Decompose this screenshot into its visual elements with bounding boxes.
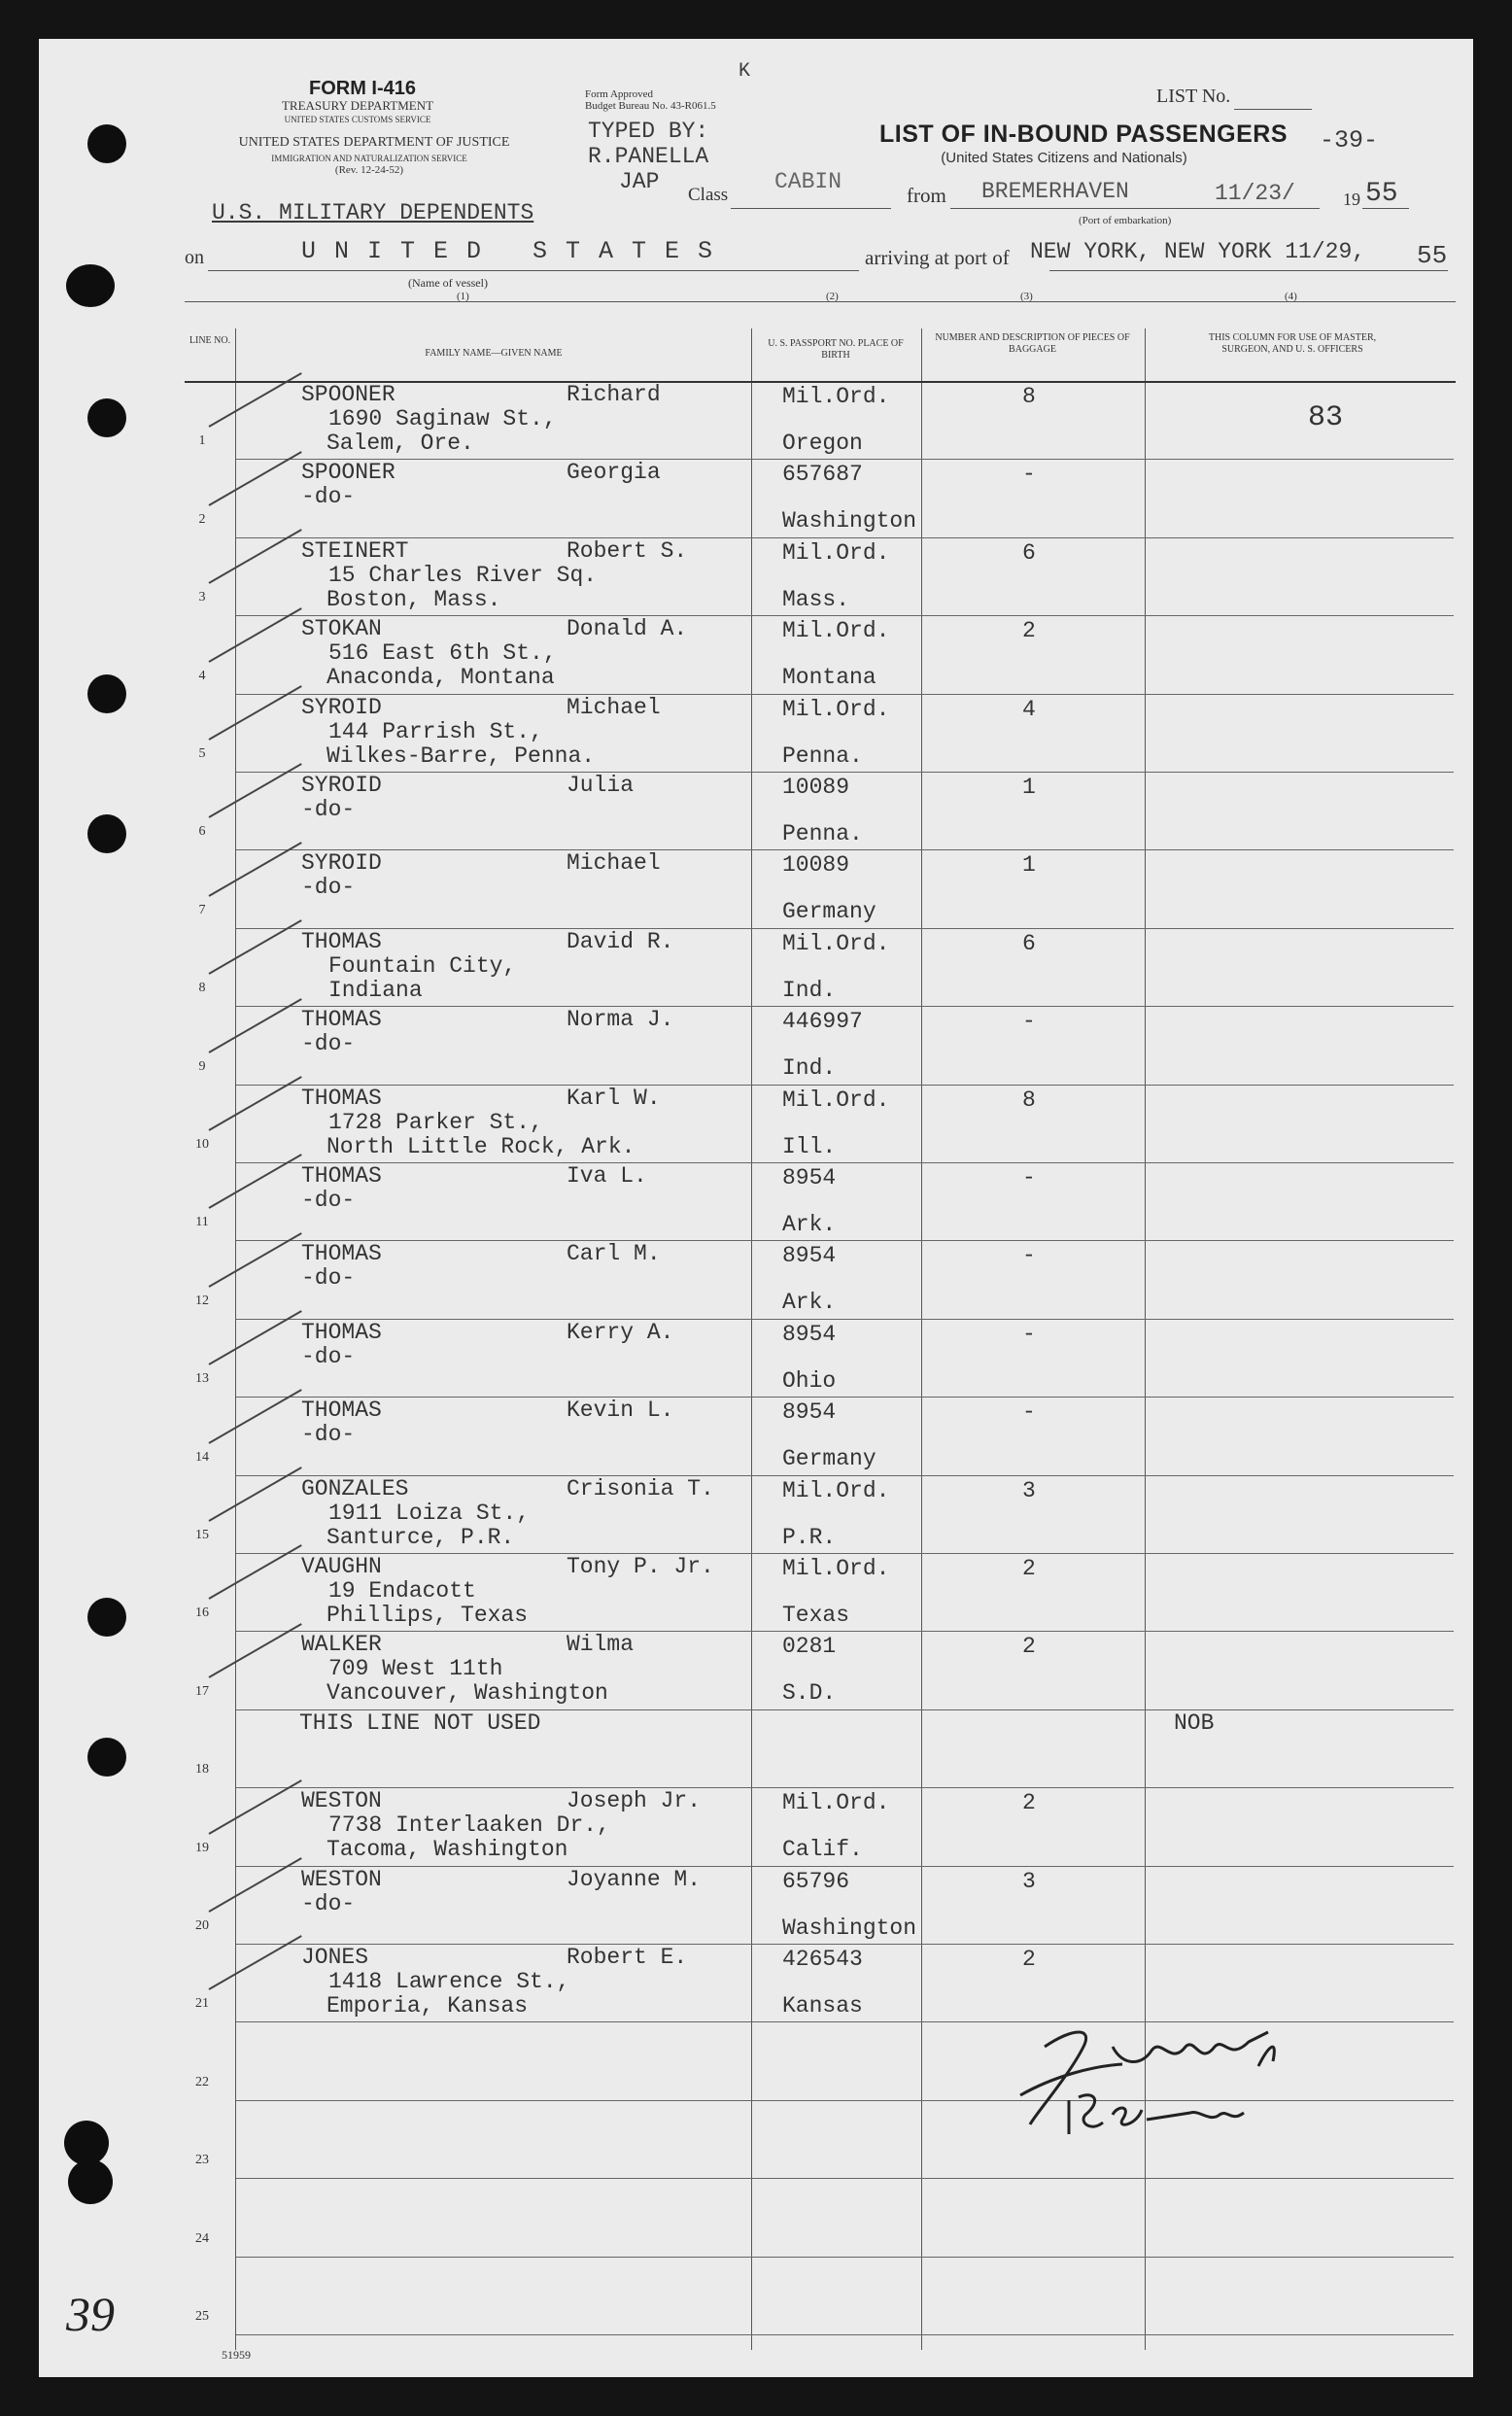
passport-number: Mil.Ord. xyxy=(782,696,890,722)
row-rule xyxy=(236,1553,1454,1554)
row-number: 11 xyxy=(195,1215,209,1230)
port-arrival: NEW YORK, NEW YORK 11/29, xyxy=(1030,239,1366,264)
given-name: Norma J. xyxy=(567,1007,674,1033)
row-number: 13 xyxy=(195,1371,209,1387)
given-name: Tony P. Jr. xyxy=(567,1554,714,1579)
address-line-1: 1418 Lawrence St., xyxy=(328,1969,570,1994)
family-name: THOMAS xyxy=(301,928,382,954)
form-revision: (Rev. 12-24-52) xyxy=(334,164,404,176)
baggage-count: 2 xyxy=(1022,1947,1036,1972)
given-name: Kerry A. xyxy=(567,1319,674,1345)
col-4-number: (4) xyxy=(1285,291,1297,302)
class-label: Class xyxy=(688,185,729,205)
given-name: Michael xyxy=(567,694,661,720)
passport-number: 8954 xyxy=(782,1321,837,1347)
year-field xyxy=(1362,208,1409,209)
address-line-2: Indiana xyxy=(328,977,423,1003)
binder-hole xyxy=(64,2121,109,2165)
place-of-birth: Ind. xyxy=(782,977,837,1003)
passport-number: Mil.Ord. xyxy=(782,539,890,566)
row-number: 17 xyxy=(195,1683,209,1699)
row-number: 15 xyxy=(195,1528,209,1542)
row-number: 25 xyxy=(195,2309,209,2324)
baggage-count: 8 xyxy=(1022,384,1036,409)
family-name: THOMAS xyxy=(301,1241,382,1267)
row-rule xyxy=(236,2257,1454,2258)
col-head-line: LINE NO. xyxy=(189,335,231,346)
arriving-label: arriving at port of xyxy=(865,246,1010,269)
ditto-mark: -do- xyxy=(301,484,356,510)
address-line-1: Fountain City, xyxy=(328,952,517,979)
address-line-1: 516 East 6th St., xyxy=(328,640,557,667)
baggage-count: 2 xyxy=(1022,618,1036,644)
passport-number: 0281 xyxy=(782,1634,837,1660)
row-number: 6 xyxy=(198,824,206,840)
family-name: JONES xyxy=(301,1945,369,1970)
col-head-name: FAMILY NAME—GIVEN NAME xyxy=(425,348,563,359)
row-number: 19 xyxy=(195,1840,209,1855)
ditto-mark: -do- xyxy=(301,797,356,822)
port-embark-note: (Port of embarkation) xyxy=(1079,215,1172,226)
row-rule xyxy=(236,772,1454,773)
row-rule xyxy=(236,537,1454,538)
margin-mark: 39 xyxy=(66,2287,115,2341)
col-divider-passport xyxy=(921,328,922,2350)
binder-hole xyxy=(87,1598,126,1637)
port-embarkation: BREMERHAVEN xyxy=(981,179,1129,204)
given-name: Georgia xyxy=(567,460,661,486)
place-of-birth: Penna. xyxy=(782,742,863,769)
binder-hole xyxy=(87,398,126,437)
row-number: 24 xyxy=(195,2230,209,2246)
passport-number: 8954 xyxy=(782,1243,837,1269)
passport-number: 8954 xyxy=(782,1399,837,1426)
binder-hole xyxy=(87,674,126,713)
address-line-1: 709 West 11th xyxy=(328,1656,503,1682)
binder-hole xyxy=(87,124,126,163)
baggage-count: 3 xyxy=(1022,1477,1036,1503)
ditto-mark: -do- xyxy=(301,875,356,901)
baggage-count: 3 xyxy=(1022,1868,1036,1894)
officer-note: NOB xyxy=(1174,1709,1215,1736)
row-number: 12 xyxy=(195,1293,209,1308)
row-rule xyxy=(236,1319,1454,1320)
place-of-birth: Germany xyxy=(782,899,876,925)
passport-number: 8954 xyxy=(782,1165,837,1191)
given-name: Carl M. xyxy=(567,1241,661,1267)
family-name: THOMAS xyxy=(301,1007,382,1033)
place-of-birth: Penna. xyxy=(782,821,863,846)
baggage-count: 2 xyxy=(1022,1634,1036,1660)
manifest-title: LIST OF IN-BOUND PASSENGERS xyxy=(879,121,1289,148)
binder-hole xyxy=(66,264,115,307)
family-name: VAUGHN xyxy=(301,1554,382,1579)
row-number: 5 xyxy=(198,746,206,761)
row-number: 7 xyxy=(198,902,206,917)
year-prefix: 19 xyxy=(1343,190,1360,209)
col-1-number: (1) xyxy=(457,291,469,302)
family-name: WESTON xyxy=(301,1866,382,1892)
baggage-count: - xyxy=(1022,1321,1036,1347)
given-name: Joyanne M. xyxy=(567,1866,702,1892)
embark-field xyxy=(950,208,1320,209)
row-rule xyxy=(236,1787,1454,1788)
customs-service: UNITED STATES CUSTOMS SERVICE xyxy=(284,115,431,124)
given-name: Kevin L. xyxy=(567,1398,674,1424)
family-name: SPOONER xyxy=(301,382,395,407)
row-rule xyxy=(236,1085,1454,1086)
row-rule xyxy=(236,615,1454,616)
list-no-label: LIST No. xyxy=(1156,86,1231,107)
passport-number: 426543 xyxy=(782,1947,863,1972)
row-rule xyxy=(236,694,1454,695)
ditto-mark: -do- xyxy=(301,1031,356,1057)
family-name: SPOONER xyxy=(301,460,395,486)
ditto-mark: -do- xyxy=(301,1188,356,1213)
row-number: 4 xyxy=(198,668,206,683)
row-rule xyxy=(236,1475,1454,1476)
given-name: Donald A. xyxy=(567,616,688,642)
row-rule xyxy=(236,1162,1454,1163)
given-name: Joseph Jr. xyxy=(567,1788,702,1814)
class-field xyxy=(731,208,891,209)
col-head-officers: THIS COLUMN FOR USE OF MASTER, SURGEON, AND U. S. OFFICERS xyxy=(1208,332,1377,355)
year-suffix: 55 xyxy=(1365,179,1398,209)
ins-service: IMMIGRATION AND NATURALIZATION SERVICE xyxy=(271,154,467,163)
passport-number: Mil.Ord. xyxy=(782,1556,890,1581)
row-number: 16 xyxy=(195,1605,209,1621)
baggage-count: 1 xyxy=(1022,775,1036,800)
row-not-used: THIS LINE NOT USED xyxy=(299,1709,541,1736)
row-number: 8 xyxy=(198,981,206,996)
given-name: Julia xyxy=(567,773,635,798)
given-name: Iva L. xyxy=(567,1163,647,1189)
address-line-1: 15 Charles River Sq. xyxy=(328,562,598,588)
justice-dept: UNITED STATES DEPARTMENT OF JUSTICE xyxy=(238,135,510,150)
passport-number: 10089 xyxy=(782,775,850,800)
officer-note: 83 xyxy=(1308,401,1344,434)
family-name: SYROID xyxy=(301,773,382,798)
binder-hole xyxy=(68,2159,113,2204)
passport-number: Mil.Ord. xyxy=(782,1790,890,1816)
family-name: WESTON xyxy=(301,1788,382,1814)
baggage-count: 1 xyxy=(1022,852,1036,879)
row-rule xyxy=(236,1631,1454,1632)
baggage-count: 6 xyxy=(1022,539,1036,566)
passport-number: Mil.Ord. xyxy=(782,384,890,409)
address-line-1: 144 Parrish St., xyxy=(328,718,543,744)
row-number: 2 xyxy=(198,511,206,527)
embark-date: 11/23/ xyxy=(1215,181,1295,206)
row-number: 14 xyxy=(195,1449,209,1465)
given-name: Wilma xyxy=(567,1632,635,1658)
row-rule xyxy=(236,2178,1454,2179)
passport-number: Mil.Ord. xyxy=(782,1477,890,1503)
family-name: SYROID xyxy=(301,850,382,877)
form-approved: Form Approved xyxy=(585,88,653,100)
family-name: THOMAS xyxy=(301,1398,382,1424)
family-name: SYROID xyxy=(301,694,382,720)
passport-number: 657687 xyxy=(782,462,863,488)
place-of-birth: Germany xyxy=(782,1446,876,1472)
inspector-signature xyxy=(977,2008,1365,2144)
given-name: David R. xyxy=(567,928,674,954)
place-of-birth: Kansas xyxy=(782,1993,863,2019)
col-divider-line xyxy=(235,328,236,2350)
row-rule xyxy=(236,1397,1454,1398)
address-line-2: Vancouver, Washington xyxy=(326,1680,608,1707)
family-name: WALKER xyxy=(301,1632,382,1658)
passport-number: 10089 xyxy=(782,852,850,879)
row-number: 9 xyxy=(198,1058,206,1074)
row-number: 18 xyxy=(195,1762,209,1777)
row-number: 22 xyxy=(195,2074,209,2089)
manifest-subtitle: (United States Citizens and Nationals) xyxy=(941,150,1187,166)
col-2-number: (2) xyxy=(826,291,839,302)
passport-number: 65796 xyxy=(782,1868,850,1894)
ditto-mark: -do- xyxy=(301,1890,356,1916)
treasury-dept: TREASURY DEPARTMENT xyxy=(281,98,434,113)
given-name: Michael xyxy=(567,850,661,877)
baggage-count: 4 xyxy=(1022,696,1036,722)
baggage-count: 6 xyxy=(1022,930,1036,956)
place-of-birth: P.R. xyxy=(782,1524,837,1550)
address-line-2: Phillips, Texas xyxy=(326,1603,529,1628)
col-head-baggage: NUMBER AND DESCRIPTION OF PIECES OF BAGGAGE xyxy=(935,332,1130,355)
given-name: Robert E. xyxy=(567,1945,688,1970)
row-number: 10 xyxy=(195,1137,209,1152)
row-rule xyxy=(236,1240,1454,1241)
passport-number: Mil.Ord. xyxy=(782,1087,890,1113)
baggage-count: - xyxy=(1022,1009,1036,1035)
place-of-birth: Montana xyxy=(782,665,876,691)
family-name: STOKAN xyxy=(301,616,382,642)
on-label: on xyxy=(185,247,204,268)
row-number: 21 xyxy=(195,1996,209,2012)
family-name: THOMAS xyxy=(301,1163,382,1189)
family-name: STEINERT xyxy=(301,537,409,564)
baggage-count: - xyxy=(1022,462,1036,488)
passport-number: Mil.Ord. xyxy=(782,930,890,956)
page-number: -39- xyxy=(1320,126,1379,155)
address-line-2: Wilkes-Barre, Penna. xyxy=(326,742,596,769)
place-of-birth: Ark. xyxy=(782,1212,837,1237)
passport-number: Mil.Ord. xyxy=(782,618,890,644)
family-name: GONZALES xyxy=(301,1475,409,1501)
place-of-birth: Oregon xyxy=(782,431,863,456)
baggage-count: - xyxy=(1022,1399,1036,1426)
address-line-2: Tacoma, Washington xyxy=(326,1837,568,1863)
family-name: THOMAS xyxy=(301,1085,382,1111)
given-name: Karl W. xyxy=(567,1085,661,1111)
from-label: from xyxy=(907,184,946,207)
place-of-birth: Ohio xyxy=(782,1367,837,1394)
address-line-2: North Little Rock, Ark. xyxy=(326,1133,636,1159)
address-line-2: Emporia, Kansas xyxy=(326,1993,529,2019)
row-rule xyxy=(236,459,1454,460)
place-of-birth: Mass. xyxy=(782,586,850,612)
col-head-passport: U. S. PASSPORT NO. PLACE OF BIRTH xyxy=(768,338,904,361)
address-line-2: Anaconda, Montana xyxy=(326,665,555,691)
address-line-1: 1690 Saginaw St., xyxy=(328,406,557,431)
ditto-mark: -do- xyxy=(301,1422,356,1448)
vessel-note: (Name of vessel) xyxy=(408,276,488,290)
place-of-birth: Texas xyxy=(782,1603,850,1628)
vessel-field xyxy=(208,270,859,271)
ditto-mark: -do- xyxy=(301,1265,356,1292)
address-line-1: 1911 Loiza St., xyxy=(328,1500,531,1526)
row-number: 20 xyxy=(195,1918,209,1933)
class-value: CABIN xyxy=(774,169,842,194)
row-number: 23 xyxy=(195,2153,209,2168)
binder-hole xyxy=(87,814,126,853)
row-number: 3 xyxy=(198,590,206,605)
typed-by-label: TYPED BY: xyxy=(588,119,709,144)
baggage-count: 8 xyxy=(1022,1087,1036,1113)
arrival-year: 55 xyxy=(1417,241,1448,270)
typist-name: R.PANELLA xyxy=(588,144,709,169)
address-line-2: Salem, Ore. xyxy=(326,431,474,456)
row-rule xyxy=(236,849,1454,850)
address-line-2: Boston, Mass. xyxy=(326,586,501,612)
baggage-count: 2 xyxy=(1022,1556,1036,1581)
place-of-birth: S.D. xyxy=(782,1680,837,1707)
address-line-1: 7738 Interlaaken Dr., xyxy=(328,1812,610,1839)
passport-number: 446997 xyxy=(782,1009,863,1035)
row-rule xyxy=(236,1866,1454,1867)
baggage-count: 2 xyxy=(1022,1790,1036,1816)
row-number: 1 xyxy=(198,433,206,449)
place-of-birth: Washington xyxy=(782,508,917,535)
baggage-count: - xyxy=(1022,1243,1036,1269)
binder-hole xyxy=(87,1738,126,1777)
form-number: FORM I-416 xyxy=(309,78,417,99)
family-name: THOMAS xyxy=(301,1319,382,1345)
manifest-page xyxy=(39,39,1473,2377)
place-of-birth: Ill. xyxy=(782,1133,837,1159)
place-of-birth: Ark. xyxy=(782,1290,837,1316)
ditto-mark: -do- xyxy=(301,1343,356,1369)
address-line-2: Santurce, P.R. xyxy=(326,1524,515,1550)
vessel-name: U N I T E D S T A T E S xyxy=(301,237,715,265)
list-no-field xyxy=(1234,109,1312,110)
given-name: Robert S. xyxy=(567,537,688,564)
place-of-birth: Ind. xyxy=(782,1055,837,1082)
group-designation: U.S. MILITARY DEPENDENTS xyxy=(212,200,534,225)
given-name: Richard xyxy=(567,382,661,407)
baggage-count: - xyxy=(1022,1165,1036,1191)
mark-k: K xyxy=(739,60,751,83)
row-rule xyxy=(236,1944,1454,1945)
place-of-birth: Washington xyxy=(782,1915,917,1941)
address-line-1: 1728 Parker St., xyxy=(328,1109,543,1135)
row-rule xyxy=(236,2334,1454,2335)
col-divider-name xyxy=(751,328,752,2350)
address-line-1: 19 Endacott xyxy=(328,1578,476,1604)
given-name: Crisonia T. xyxy=(567,1475,714,1501)
budget-bureau: Budget Bureau No. 43-R061.5 xyxy=(585,100,716,112)
footer-code: 51959 xyxy=(222,2348,251,2362)
col-3-number: (3) xyxy=(1020,291,1033,302)
place-of-birth: Calif. xyxy=(782,1837,863,1863)
row-rule xyxy=(236,928,1454,929)
jap-mark: JAP xyxy=(619,169,660,194)
arrival-field xyxy=(1049,270,1448,271)
row-rule xyxy=(236,1006,1454,1007)
